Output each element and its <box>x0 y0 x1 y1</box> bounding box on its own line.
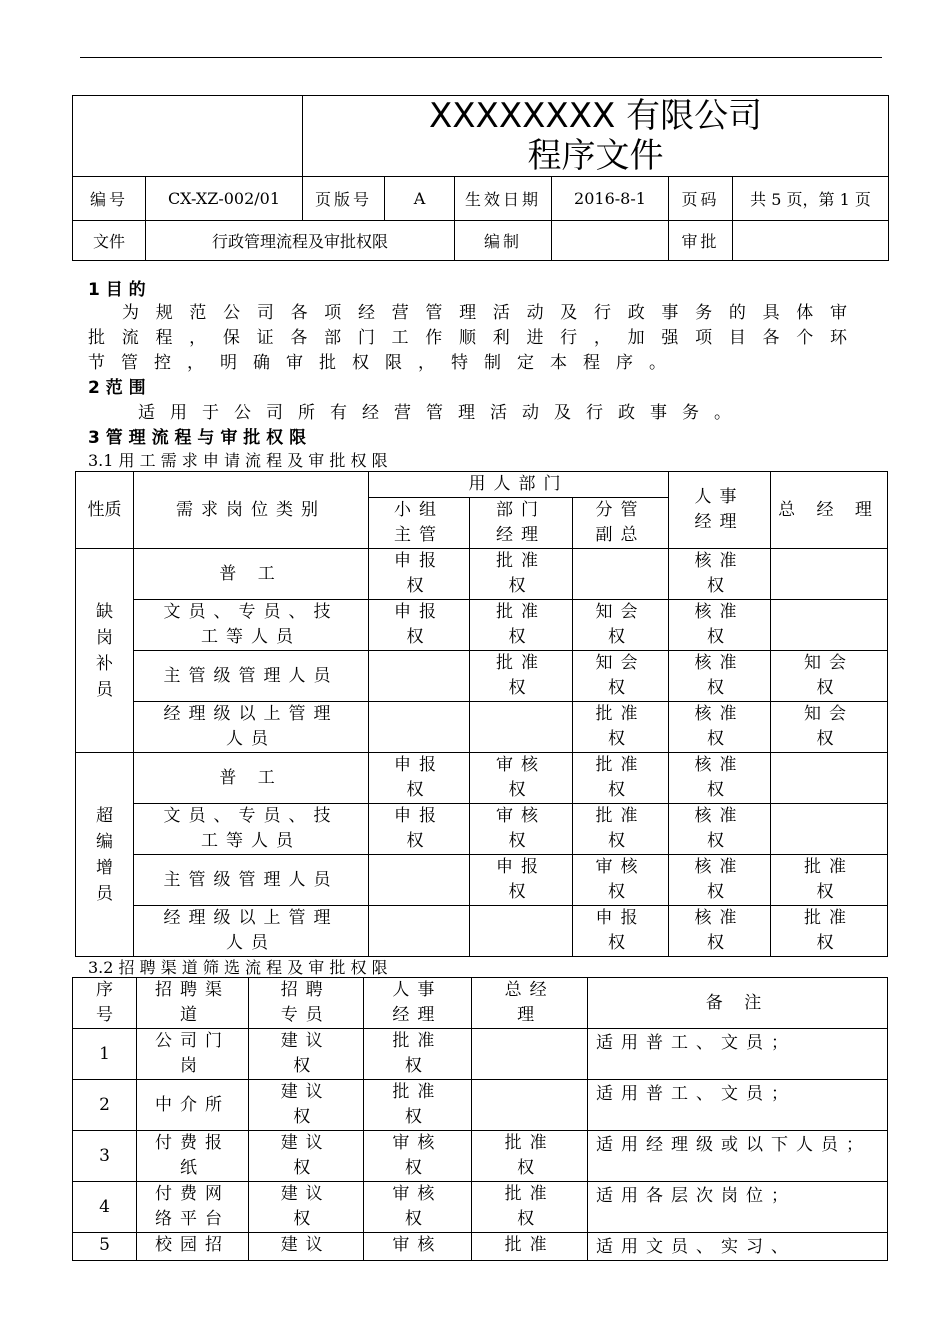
title-cell <box>303 96 889 177</box>
cell-gm <box>472 1029 588 1080</box>
table-row <box>73 1233 888 1261</box>
cell-channel: 公司门岗 <box>137 1029 249 1080</box>
cell-gm: 批准 <box>472 1233 588 1261</box>
cell-hr: 核准权 <box>669 906 771 957</box>
section-1-line-1: 为规范公司各项经营管理活动及行政事务的具体审 <box>122 303 847 323</box>
section-3-2-title: 3.2 招 聘 渠 道 筛 选 流 程 及 审 批 权 限 <box>88 958 388 977</box>
cell-post: 经理级以上管理人员 <box>134 906 369 957</box>
header-nature: 性质 <box>76 472 134 549</box>
staffing-request-table <box>75 471 888 957</box>
cell-post: 经理级以上管理人员 <box>134 702 369 753</box>
cell-gm: 批准权 <box>472 1131 588 1182</box>
cell-hr: 核准权 <box>669 600 771 651</box>
cell-post: 主管级管理人员 <box>134 855 369 906</box>
section-3-title: 3 管 理 流 程 与 审 批 权 限 <box>88 428 307 448</box>
approve-label: 审批 <box>669 221 733 261</box>
approve-value <box>733 221 889 261</box>
table-row <box>73 1029 888 1080</box>
header-dept: 用人部门 <box>369 472 669 498</box>
cell-no: 5 <box>73 1233 137 1261</box>
file-value: 行政管理流程及审批权限 <box>146 221 455 261</box>
header-hr2: 人事经理 <box>363 978 472 1029</box>
cell-recruiter: 建议权 <box>248 1080 363 1131</box>
cell-hr: 核准权 <box>669 549 771 600</box>
cell-no: 3 <box>73 1131 137 1182</box>
table-row <box>76 651 888 702</box>
cell-post: 普 工 <box>134 753 369 804</box>
cell-gm <box>771 753 888 804</box>
cell-vp: 知会权 <box>573 651 669 702</box>
cell-no: 2 <box>73 1080 137 1131</box>
cell-gm: 知会权 <box>771 651 888 702</box>
number-label: 编号 <box>73 177 146 221</box>
section-2-title: 2 范 围 <box>88 378 146 398</box>
cell-note: 适用普工、文员； <box>588 1080 888 1131</box>
header-deptmgr: 部门经理 <box>470 498 573 549</box>
version-value: A <box>385 177 455 221</box>
table-row <box>76 702 888 753</box>
cell-hr: 批准权 <box>363 1080 472 1131</box>
cell-vp: 批准权 <box>573 702 669 753</box>
cell-hr: 核准权 <box>669 651 771 702</box>
cell-hr: 审核权 <box>363 1182 472 1233</box>
header-recruiter: 招聘专员 <box>248 978 363 1029</box>
recruitment-channel-table <box>72 977 888 1261</box>
cell-channel: 校园招 <box>137 1233 249 1261</box>
cell-channel: 中介所 <box>137 1080 249 1131</box>
cell-note: 适用各层次岗位； <box>588 1182 888 1233</box>
cell-gm: 知会权 <box>771 702 888 753</box>
cell-team <box>369 906 470 957</box>
cell-gm: 批准权 <box>771 906 888 957</box>
cell-hr: 审核权 <box>363 1131 472 1182</box>
table-row <box>76 804 888 855</box>
cell-deptmgr: 批准权 <box>470 651 573 702</box>
number-value: CX-XZ-002/01 <box>146 177 303 221</box>
cell-deptmgr: 批准权 <box>470 549 573 600</box>
editor-value <box>552 221 669 261</box>
cell-deptmgr: 批准权 <box>470 600 573 651</box>
header-hr: 人事经理 <box>669 472 771 549</box>
cell-recruiter: 建议 <box>248 1233 363 1261</box>
cell-note: 适用文员、实习、 <box>588 1233 888 1261</box>
cell-gm <box>771 600 888 651</box>
section-1-title: 1 目 的 <box>88 280 146 300</box>
cell-hr: 核准权 <box>669 702 771 753</box>
header-gm: 总 经 理 <box>771 472 888 549</box>
page-label: 页码 <box>669 177 733 221</box>
cell-hr: 审核 <box>363 1233 472 1261</box>
table-row <box>73 1182 888 1233</box>
cell-team: 申报权 <box>369 600 470 651</box>
header-channel: 招聘渠道 <box>137 978 249 1029</box>
table-row <box>73 1131 888 1182</box>
table-row <box>76 906 888 957</box>
page-value: 共 5 页，第 1 页 <box>733 177 889 221</box>
effective-label: 生效日期 <box>455 177 552 221</box>
header-vp: 分管副总 <box>573 498 669 549</box>
cell-hr: 核准权 <box>669 855 771 906</box>
cell-gm: 批准权 <box>472 1182 588 1233</box>
cell-hr: 核准权 <box>669 753 771 804</box>
section-2-line-1: 适用于公司所有经营管理活动及行政事务。 <box>138 403 746 423</box>
cell-post: 主管级管理人员 <box>134 651 369 702</box>
header-gm2: 总经理 <box>472 978 588 1029</box>
top-rule <box>80 57 882 58</box>
table-row <box>76 600 888 651</box>
cell-recruiter: 建议权 <box>248 1029 363 1080</box>
editor-label: 编制 <box>455 221 552 261</box>
cell-no: 1 <box>73 1029 137 1080</box>
section-1-line-3: 节管控，明确审批权限，特制定本程序。 <box>88 353 682 373</box>
cell-deptmgr: 审核权 <box>470 804 573 855</box>
cell-deptmgr <box>470 906 573 957</box>
version-label: 页版号 <box>303 177 385 221</box>
cell-post: 文员、专员、技工等人员 <box>134 804 369 855</box>
cell-hr: 批准权 <box>363 1029 472 1080</box>
header-team: 小组主管 <box>369 498 470 549</box>
effective-value: 2016-8-1 <box>552 177 669 221</box>
cell-note: 适用经理级或以下人员； <box>588 1131 888 1182</box>
header-post: 需求岗位类别 <box>134 472 369 549</box>
cell-hr: 核准权 <box>669 804 771 855</box>
table-row <box>76 855 888 906</box>
logo-cell <box>73 96 303 177</box>
group-overstaff: 超编增员 <box>76 753 134 957</box>
doc-type: 程序文件 <box>527 136 664 176</box>
cell-vp: 批准权 <box>573 804 669 855</box>
table-row <box>76 753 888 804</box>
document-header-table <box>72 95 889 261</box>
cell-vp: 申报权 <box>573 906 669 957</box>
section-3-1-title: 3.1 用 工 需 求 申 请 流 程 及 审 批 权 限 <box>88 451 388 470</box>
cell-recruiter: 建议权 <box>248 1182 363 1233</box>
cell-post: 普 工 <box>134 549 369 600</box>
cell-channel: 付费网络平台 <box>137 1182 249 1233</box>
cell-gm <box>771 804 888 855</box>
header-no: 序号 <box>73 978 137 1029</box>
cell-vp: 审核权 <box>573 855 669 906</box>
section-1-line-2: 批流程，保证各部门工作顺利进行，加强项目各个环 <box>88 328 847 348</box>
cell-no: 4 <box>73 1182 137 1233</box>
cell-team <box>369 651 470 702</box>
cell-recruiter: 建议权 <box>248 1131 363 1182</box>
cell-team: 申报权 <box>369 804 470 855</box>
cell-team <box>369 702 470 753</box>
cell-note: 适用普工、文员； <box>588 1029 888 1080</box>
cell-vp: 批准权 <box>573 753 669 804</box>
cell-vp: 知会权 <box>573 600 669 651</box>
cell-deptmgr <box>470 702 573 753</box>
table-row <box>73 1080 888 1131</box>
cell-gm: 批准权 <box>771 855 888 906</box>
group-vacancy: 缺岗补员 <box>76 549 134 753</box>
cell-team: 申报权 <box>369 753 470 804</box>
cell-channel: 付费报纸 <box>137 1131 249 1182</box>
company-name: XXXXXXXX 有限公司 <box>428 96 763 136</box>
cell-gm <box>472 1080 588 1131</box>
cell-deptmgr: 审核权 <box>470 753 573 804</box>
cell-deptmgr: 申报权 <box>470 855 573 906</box>
file-label: 文件 <box>73 221 146 261</box>
table-row <box>76 549 888 600</box>
cell-gm <box>771 549 888 600</box>
header-note: 备 注 <box>588 978 888 1029</box>
cell-post: 文员、专员、技工等人员 <box>134 600 369 651</box>
cell-vp <box>573 549 669 600</box>
cell-team: 申报权 <box>369 549 470 600</box>
cell-team <box>369 855 470 906</box>
